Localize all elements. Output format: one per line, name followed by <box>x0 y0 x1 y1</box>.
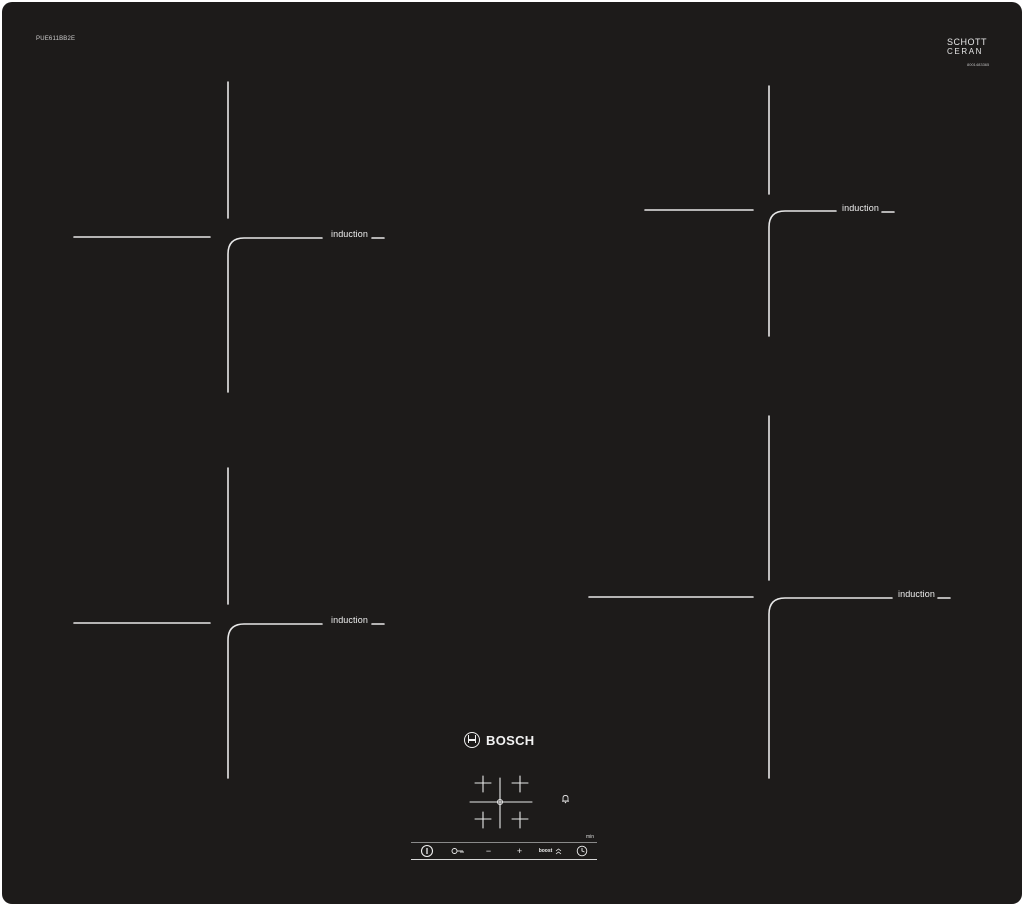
zone-selector-icon-bl <box>475 812 491 828</box>
zone-markings <box>2 2 1022 904</box>
boost-button[interactable] <box>535 842 566 860</box>
clock-icon <box>576 845 588 857</box>
plus-button[interactable] <box>504 842 535 860</box>
brand-name: BOSCH <box>486 732 535 748</box>
zone-selector-cluster <box>470 776 532 828</box>
ceran-text: CERAN <box>947 47 984 56</box>
glass-code: 8001483365 <box>967 62 990 67</box>
boost-chevron-icon <box>555 848 562 855</box>
bosch-brand <box>464 732 534 748</box>
zone-label-rear-right: induction <box>842 203 879 213</box>
bosch-logo-icon <box>464 732 480 748</box>
cooktop-surface <box>2 2 1022 904</box>
zone-selector-icon-tr <box>512 776 528 792</box>
schott-text: SCHOTT <box>947 37 987 47</box>
bell-icon[interactable] <box>561 794 570 804</box>
key-lock-icon <box>451 847 465 855</box>
plus-symbol: + <box>516 846 523 856</box>
boost-label: boost <box>538 848 553 854</box>
timer-button[interactable] <box>566 842 597 860</box>
control-panel <box>411 842 597 862</box>
zone-label-front-right: induction <box>898 589 935 599</box>
zone-selector-icon-tl <box>475 776 491 792</box>
power-icon <box>420 844 434 858</box>
zone-label-rear-left: induction <box>331 229 368 239</box>
min-label: min <box>586 834 595 840</box>
model-number: PUE611BB2E <box>36 36 76 42</box>
child-lock-button[interactable] <box>442 842 473 860</box>
zone-marking-front-right <box>589 416 950 778</box>
zone-label-front-left: induction <box>331 615 368 625</box>
minus-symbol: − <box>485 846 492 856</box>
minus-button[interactable] <box>473 842 504 860</box>
zone-selector-icon-br <box>512 812 528 828</box>
power-button[interactable] <box>411 842 442 860</box>
